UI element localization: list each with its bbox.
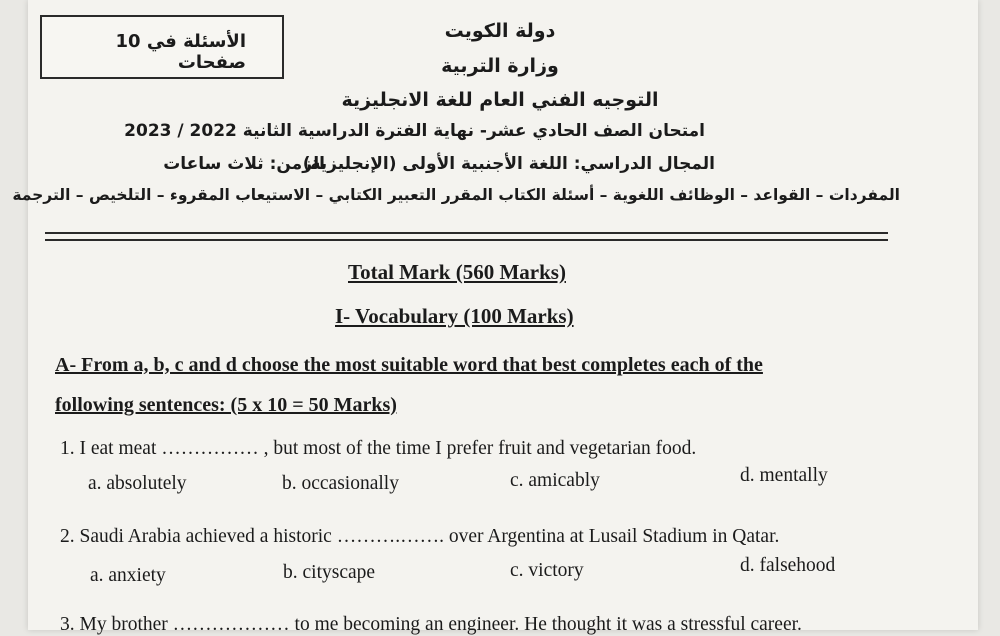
exam-title: امتحان الصف الحادي عشر- نهاية الفترة الدراسية الثانية 2022 / 2023 (124, 121, 705, 141)
q2-option-a: a. anxiety (90, 565, 166, 586)
department-heading: التوجيه الفني العام للغة الانجليزية (341, 89, 659, 111)
q2-option-c: c. victory (510, 560, 584, 581)
page-count-box (40, 15, 284, 79)
q1-option-d: d. mentally (740, 465, 828, 486)
header-divider (45, 232, 888, 241)
q2-option-b: b. cityscape (283, 562, 376, 583)
page-count-label: الأسئلة في 10 صفحات (115, 31, 246, 73)
question-2: 2. Saudi Arabia achieved a historic ……….……. over Argentina at Lusail Stadium in Qatar. (60, 526, 780, 547)
ministry-heading: وزارة التربية (441, 55, 559, 77)
q1-option-b: b. occasionally (282, 473, 399, 494)
sections-list: المفردات – القواعد – الوظائف اللغوية – أسئلة الكتاب المقرر التعبير الكتابي – الاستيعاب المقروء – التلخيص – الترجمة (12, 186, 900, 204)
time-line: الزمن: ثلاث ساعات (163, 154, 325, 174)
section-title: I- Vocabulary (100 Marks) (335, 304, 574, 328)
q1-option-c: c. amicably (510, 470, 600, 491)
country-heading: دولة الكويت (444, 20, 556, 42)
total-mark: Total Mark (560 Marks) (348, 260, 566, 284)
instruction-line-2: following sentences: (5 x 10 = 50 Marks) (55, 394, 397, 416)
q1-option-a: a. absolutely (88, 473, 187, 494)
instruction-line-1: A- From a, b, c and d choose the most suitable word that best completes each of the (55, 354, 763, 376)
subject-line: المجال الدراسي: اللغة الأجنبية الأولى (الإنجليزية) (302, 154, 715, 174)
question-1: 1. I eat meat …………… , but most of the time I prefer fruit and vegetarian food. (60, 438, 697, 459)
q2-option-d: d. falsehood (740, 555, 836, 576)
question-3: 3. My brother ……………… to me becoming an engineer. He thought it was a stressful career. (60, 614, 802, 635)
